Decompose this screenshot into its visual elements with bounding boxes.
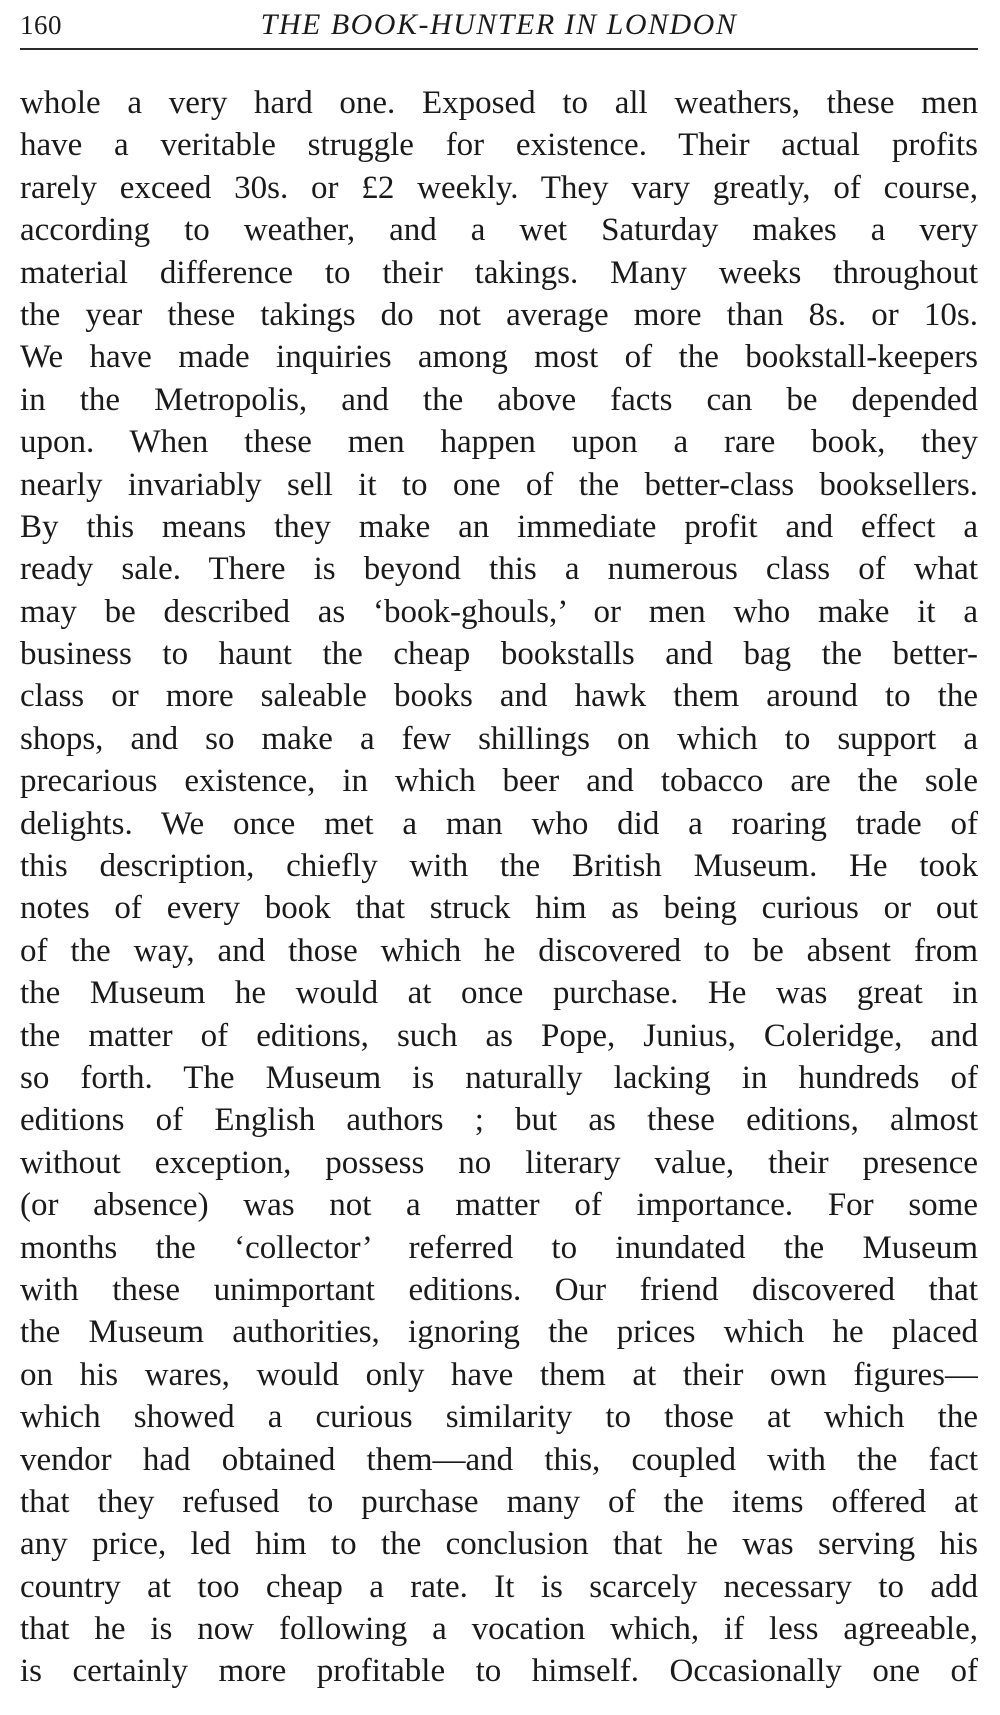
text-line: notes of every book that struck him as being curious or out (20, 890, 978, 927)
page-header (20, 8, 978, 50)
text-line: the Museum he would at once purchase. He was great in (20, 975, 978, 1012)
text-line: class or more saleable books and hawk them around to the (20, 678, 978, 715)
text-line: according to weather, and a wet Saturday makes a very (20, 212, 978, 249)
text-line: that they refused to purchase many of the items offered at (20, 1483, 978, 1520)
text-line: without exception, possess no literary value, their presence (20, 1144, 978, 1181)
text-line: the Museum authorities, ignoring the prices which he placed (20, 1314, 978, 1351)
text-line: this description, chiefly with the British Museum. He took (20, 848, 978, 885)
text-line: months the ‘collector’ referred to inundated the Museum (20, 1229, 978, 1266)
text-line: on his wares, would only have them at their own figures— (20, 1356, 978, 1393)
text-line: whole a very hard one. Exposed to all weathers, these men (20, 85, 978, 121)
text-line: with these unimportant editions. Our friend discovered that (20, 1271, 978, 1308)
text-line: (or absence) was not a matter of importance. For some (20, 1187, 978, 1224)
text-line: delights. We once met a man who did a roaring trade of (20, 805, 978, 842)
text-line: which showed a curious similarity to those at which the (20, 1399, 978, 1436)
text-line: rarely exceed 30s. or £2 weekly. They vary greatly, of course, (20, 169, 978, 206)
text-line: the matter of editions, such as Pope, Junius, Coleridge, and (20, 1017, 978, 1054)
text-line: We have made inquiries among most of the bookstall-keepers (20, 339, 978, 376)
text-line: may be described as ‘book-ghouls,’ or men who make it a (20, 593, 978, 630)
text-line: nearly invariably sell it to one of the better-class booksellers. (20, 466, 978, 503)
page-number: 160 (20, 10, 62, 40)
text-line: upon. When these men happen upon a rare book, they (20, 424, 978, 461)
text-line: vendor had obtained them—and this, coupled with the fact (20, 1441, 978, 1478)
text-line: By this means they make an immediate profit and effect a (20, 508, 978, 545)
text-line: editions of English authors ; but as these editions, almost (20, 1102, 978, 1139)
text-line: any price, led him to the conclusion that he was serving his (20, 1526, 978, 1563)
text-line: ready sale. There is beyond this a numerous class of what (20, 551, 978, 588)
text-line: precarious existence, in which beer and tobacco are the sole (20, 763, 978, 800)
text-line: business to haunt the cheap bookstalls and bag the better- (20, 636, 978, 673)
text-line: that he is now following a vocation which, if less agreeable, (20, 1611, 978, 1648)
text-line: so forth. The Museum is naturally lacking in hundreds of (20, 1059, 978, 1096)
text-line: shops, and so make a few shillings on which to support a (20, 720, 978, 757)
text-line: have a veritable struggle for existence. Their actual profits (20, 127, 978, 164)
text-line: is certainly more profitable to himself. Occasionally one of (20, 1653, 978, 1690)
text-line: country at too cheap a rate. It is scarcely necessary to add (20, 1568, 978, 1605)
text-line: in the Metropolis, and the above facts can be depended (20, 381, 978, 418)
text-line: material difference to their takings. Many weeks throughout (20, 254, 978, 291)
text-line: the year these takings do not average more than 8s. or 10s. (20, 296, 978, 333)
body-text (20, 82, 978, 1693)
text-line: of the way, and those which he discovered to be absent from (20, 932, 978, 969)
running-head: THE BOOK-HUNTER IN LONDON (260, 8, 738, 41)
